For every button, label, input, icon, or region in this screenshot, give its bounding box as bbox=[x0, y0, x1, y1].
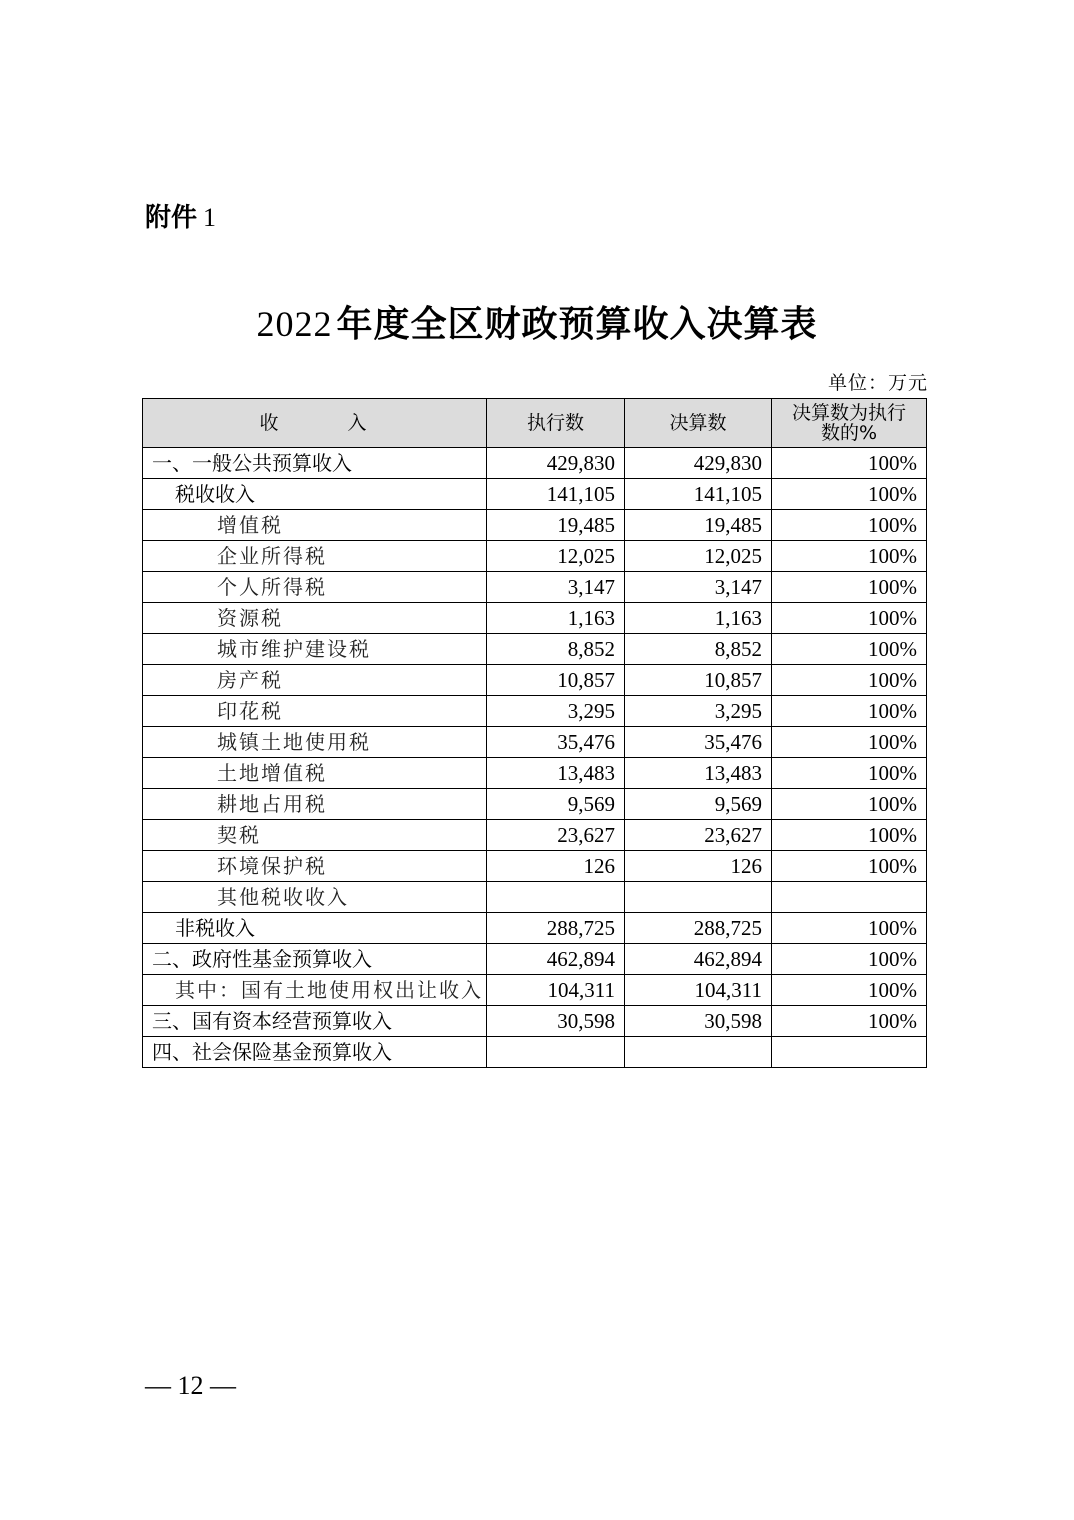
row-label: 二、政府性基金预算收入 bbox=[143, 944, 487, 975]
row-pct: 100% bbox=[772, 975, 927, 1006]
header-pct: 决算数为执行数的% bbox=[772, 399, 927, 448]
row-exec: 3,147 bbox=[487, 572, 625, 603]
row-exec: 3,295 bbox=[487, 696, 625, 727]
row-pct: 100% bbox=[772, 1006, 927, 1037]
attachment-label bbox=[145, 197, 216, 234]
header-final: 决算数 bbox=[625, 399, 772, 448]
table-row bbox=[143, 448, 927, 479]
table-row bbox=[143, 696, 927, 727]
row-final: 10,857 bbox=[625, 665, 772, 696]
row-final: 141,105 bbox=[625, 479, 772, 510]
row-label: 契税 bbox=[143, 820, 487, 851]
table-row bbox=[143, 944, 927, 975]
row-pct: 100% bbox=[772, 634, 927, 665]
row-pct: 100% bbox=[772, 944, 927, 975]
row-final: 104,311 bbox=[625, 975, 772, 1006]
title-year: 2022 bbox=[256, 304, 333, 344]
row-pct: 100% bbox=[772, 696, 927, 727]
row-exec: 12,025 bbox=[487, 541, 625, 572]
row-label: 税收收入 bbox=[143, 479, 487, 510]
row-final: 462,894 bbox=[625, 944, 772, 975]
row-final: 35,476 bbox=[625, 727, 772, 758]
row-label: 资源税 bbox=[143, 603, 487, 634]
table-header-row bbox=[143, 399, 927, 448]
row-pct: 100% bbox=[772, 727, 927, 758]
row-exec: 30,598 bbox=[487, 1006, 625, 1037]
unit-label: 单位：万元 bbox=[827, 372, 928, 394]
table-row bbox=[143, 479, 927, 510]
table-row bbox=[143, 820, 927, 851]
row-label: 四、社会保险基金预算收入 bbox=[143, 1037, 487, 1068]
row-final: 429,830 bbox=[625, 448, 772, 479]
row-final bbox=[625, 882, 772, 913]
row-exec: 9,569 bbox=[487, 789, 625, 820]
row-final: 30,598 bbox=[625, 1006, 772, 1037]
table-row bbox=[143, 1006, 927, 1037]
table-row bbox=[143, 882, 927, 913]
row-pct bbox=[772, 882, 927, 913]
table-row bbox=[143, 913, 927, 944]
attachment-number: 1 bbox=[203, 203, 217, 232]
row-label: 增值税 bbox=[143, 510, 487, 541]
table-row bbox=[143, 758, 927, 789]
row-label: 非税收入 bbox=[143, 913, 487, 944]
row-label: 企业所得税 bbox=[143, 541, 487, 572]
row-pct: 100% bbox=[772, 448, 927, 479]
row-final: 3,295 bbox=[625, 696, 772, 727]
header-exec: 执行数 bbox=[487, 399, 625, 448]
table-row bbox=[143, 975, 927, 1006]
row-pct: 100% bbox=[772, 913, 927, 944]
row-label: 房产税 bbox=[143, 665, 487, 696]
page-number: — 12 — bbox=[145, 1371, 236, 1400]
row-label: 其中：国有土地使用权出让收入 bbox=[143, 975, 487, 1006]
row-pct: 100% bbox=[772, 820, 927, 851]
row-label: 一、一般公共预算收入 bbox=[143, 448, 487, 479]
table-row bbox=[143, 789, 927, 820]
table-row bbox=[143, 634, 927, 665]
budget-table bbox=[142, 398, 927, 1068]
row-label: 耕地占用税 bbox=[143, 789, 487, 820]
row-final: 13,483 bbox=[625, 758, 772, 789]
row-exec: 104,311 bbox=[487, 975, 625, 1006]
row-final: 19,485 bbox=[625, 510, 772, 541]
row-exec: 10,857 bbox=[487, 665, 625, 696]
row-label: 其他税收收入 bbox=[143, 882, 487, 913]
row-label: 土地增值税 bbox=[143, 758, 487, 789]
row-pct: 100% bbox=[772, 510, 927, 541]
row-final bbox=[625, 1037, 772, 1068]
row-final: 8,852 bbox=[625, 634, 772, 665]
row-exec: 126 bbox=[487, 851, 625, 882]
table-row bbox=[143, 572, 927, 603]
row-pct: 100% bbox=[772, 758, 927, 789]
row-exec: 19,485 bbox=[487, 510, 625, 541]
table-row bbox=[143, 727, 927, 758]
row-exec bbox=[487, 1037, 625, 1068]
row-final: 3,147 bbox=[625, 572, 772, 603]
row-final: 1,163 bbox=[625, 603, 772, 634]
row-final: 23,627 bbox=[625, 820, 772, 851]
row-pct: 100% bbox=[772, 479, 927, 510]
row-pct: 100% bbox=[772, 665, 927, 696]
row-final: 9,569 bbox=[625, 789, 772, 820]
page-title bbox=[0, 296, 1074, 347]
table-row bbox=[143, 603, 927, 634]
row-final: 126 bbox=[625, 851, 772, 882]
row-exec: 1,163 bbox=[487, 603, 625, 634]
table-row bbox=[143, 510, 927, 541]
row-label: 印花税 bbox=[143, 696, 487, 727]
table-row bbox=[143, 665, 927, 696]
row-exec: 8,852 bbox=[487, 634, 625, 665]
row-label: 个人所得税 bbox=[143, 572, 487, 603]
row-final: 12,025 bbox=[625, 541, 772, 572]
row-pct: 100% bbox=[772, 603, 927, 634]
row-final: 288,725 bbox=[625, 913, 772, 944]
table-row bbox=[143, 851, 927, 882]
row-exec: 23,627 bbox=[487, 820, 625, 851]
row-exec: 288,725 bbox=[487, 913, 625, 944]
row-pct bbox=[772, 1037, 927, 1068]
row-exec: 13,483 bbox=[487, 758, 625, 789]
title-text: 年度全区财政预算收入决算表 bbox=[336, 304, 818, 345]
row-exec: 35,476 bbox=[487, 727, 625, 758]
row-exec: 141,105 bbox=[487, 479, 625, 510]
row-pct: 100% bbox=[772, 851, 927, 882]
table-row bbox=[143, 1037, 927, 1068]
row-pct: 100% bbox=[772, 541, 927, 572]
header-income: 收 入 bbox=[143, 399, 487, 448]
attachment-text: 附件 bbox=[145, 203, 198, 233]
table-body bbox=[143, 448, 927, 1068]
row-exec: 462,894 bbox=[487, 944, 625, 975]
row-pct: 100% bbox=[772, 572, 927, 603]
row-pct: 100% bbox=[772, 789, 927, 820]
table-row bbox=[143, 541, 927, 572]
row-exec bbox=[487, 882, 625, 913]
row-label: 三、国有资本经营预算收入 bbox=[143, 1006, 487, 1037]
row-exec: 429,830 bbox=[487, 448, 625, 479]
row-label: 城市维护建设税 bbox=[143, 634, 487, 665]
row-label: 城镇土地使用税 bbox=[143, 727, 487, 758]
row-label: 环境保护税 bbox=[143, 851, 487, 882]
